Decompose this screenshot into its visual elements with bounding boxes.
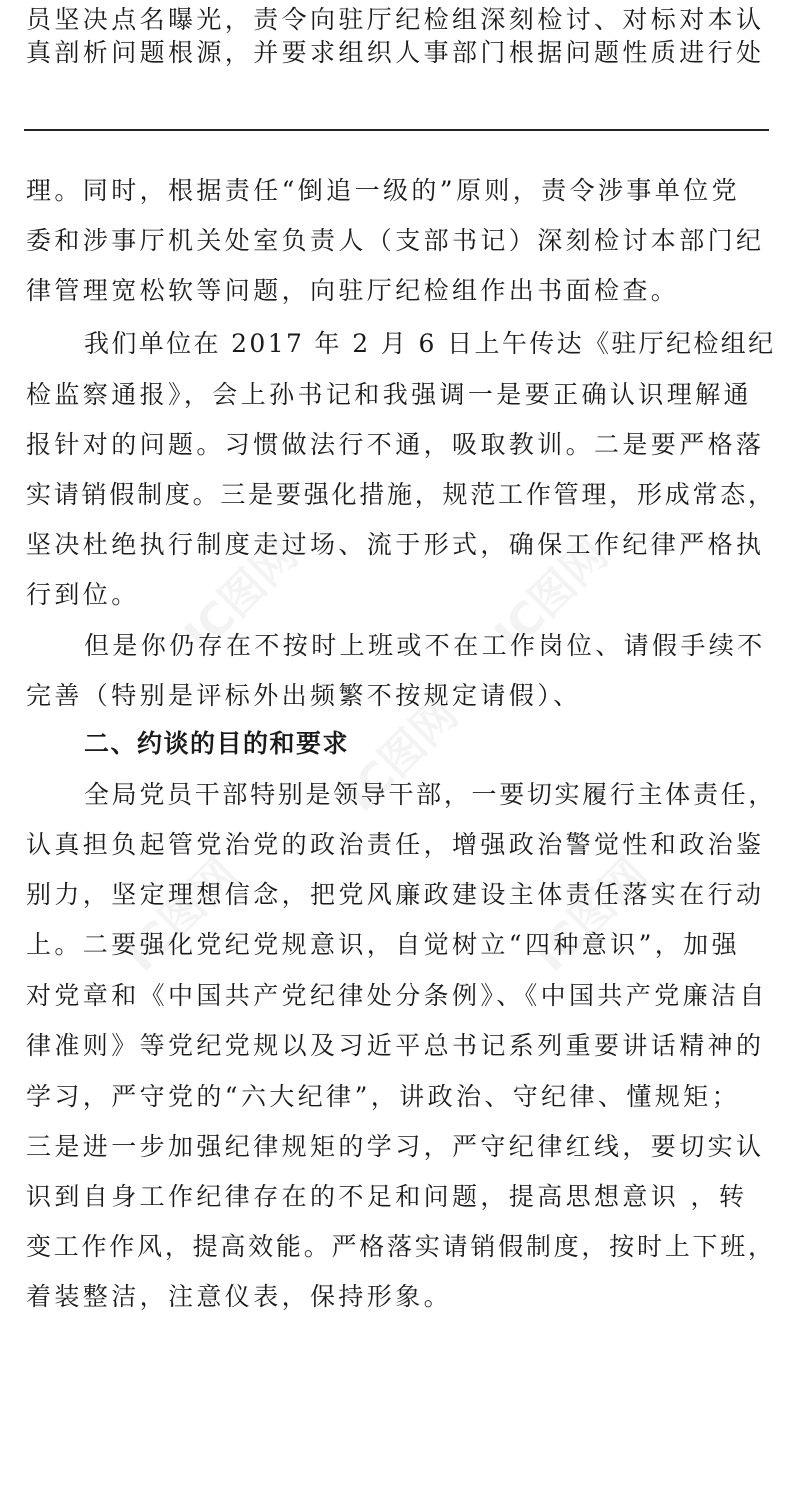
text-line: 认真担负起管党治党的政治责任，增强政治警觉性和政治鉴 <box>26 830 765 859</box>
text-line: 员坚决点名曝光，责令向驻厅纪检组深刻检讨、对标对本认 <box>26 5 765 34</box>
text-line: 行到位。 <box>26 580 140 609</box>
text-line: 坚决杜绝执行制度走过场、流于形式，确保工作纪律严格执 <box>26 530 765 559</box>
text-line: 对党章和《中国共产党纪律处分条例》、《中国共产党廉洁自 <box>26 981 768 1010</box>
text-line: 三是进一步加强纪律规矩的学习，严守纪律红线，要切实认 <box>26 1132 765 1161</box>
text-line: 识到自身工作纪律存在的不足和问题，提高思想意识 ，转 <box>26 1182 748 1211</box>
text-line: 变工作作风，提高效能。严格落实请销假制度，按时上下班， <box>26 1232 776 1261</box>
text-line: 着装整洁，注意仪表，保持形象。 <box>26 1282 453 1311</box>
text-line: 报针对的问题。习惯做法行不通，吸取教训。二是要严格落 <box>26 430 765 459</box>
text-line: 检监察通报》，会上孙书记和我强调一是要正确认识理解通 <box>26 380 752 409</box>
text-line: 实请销假制度。三是要强化措施，规范工作管理，形成常态， <box>26 480 776 509</box>
text-line: 律准则》等党纪党规以及习近平总书记系列重要讲话精神的 <box>26 1031 765 1060</box>
text-line: 学习，严守党的“六大纪律”，讲政治、守纪律、懂规矩； <box>26 1082 740 1111</box>
paragraph-first-line: 但是你仍存在不按时上班或不在工作岗位、请假手续不 <box>84 631 766 660</box>
text-line: 完善（特别是评标外出频繁不按规定请假）、 <box>26 681 582 710</box>
paragraph-first-line: 我们单位在 2017 年 2 月 6 日上午传达《驻厅纪检组纪 <box>84 329 776 358</box>
text-line: 委和涉事厅机关处室负责人（支部书记）深刻检讨本部门纪 <box>26 226 765 255</box>
text-line: 理。同时，根据责任“倒追一级的”原则，责令涉事单位党 <box>26 176 740 205</box>
page-break-rule <box>24 129 769 131</box>
text-line: 上。二要强化党纪党规意识，自觉树立“四种意识”，加强 <box>26 930 740 959</box>
paragraph-first-line: 全局党员干部特别是领导干部，一要切实履行主体责任， <box>84 780 777 809</box>
text-line: 别力，坚定理想信念，把党风廉政建设主体责任落实在行动 <box>26 880 765 909</box>
text-line: 真剖析问题根源，并要求组织人事部门根据问题性质进行处 <box>26 38 765 67</box>
section-heading: 二、约谈的目的和要求 <box>84 729 350 758</box>
text-line: 律管理宽松软等问题，向驻厅纪检组作出书面检查。 <box>26 276 680 305</box>
